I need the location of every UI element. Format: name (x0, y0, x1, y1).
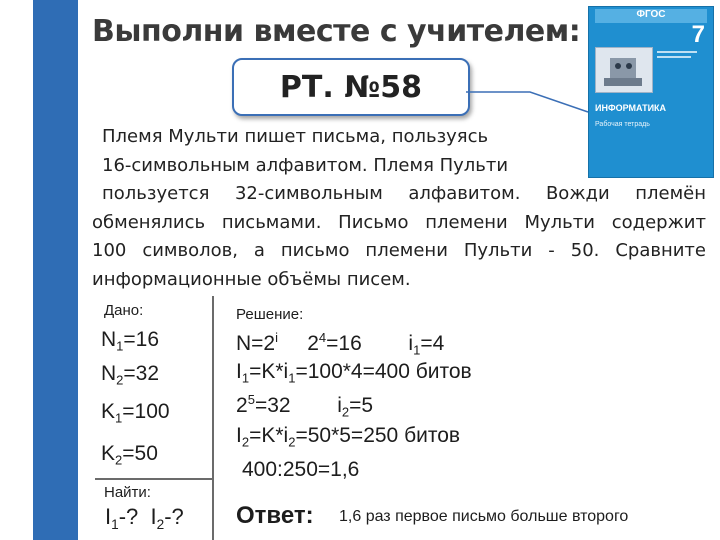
problem-line: Племя Мульти пишет письма, пользуясь (102, 126, 489, 147)
task-reference-box (232, 58, 470, 116)
callout-connector-line (466, 86, 590, 116)
problem-line: информационные объёмы писем. (92, 268, 411, 290)
given-label: Дано: (104, 302, 144, 319)
problem-line: 100 символов, а письмо племени Пульти - 50. Сравните (92, 240, 706, 261)
cover-workbook-label: Рабочая тетрадь (595, 121, 650, 128)
task-reference-label: РТ. №58 (279, 69, 423, 105)
solution-line: $I_2=K*i_2=50*5=250$ битов (236, 424, 461, 450)
problem-line: обменялись письмами. Письмо племени Мульти содержит (92, 211, 706, 233)
given-divider-horizontal (95, 478, 213, 480)
given-item: $N_1=16$ (101, 328, 160, 354)
answer-label: Ответ: (236, 502, 314, 529)
problem-line: пользуется 32-символьным алфавитом. Вожди племён (102, 183, 706, 204)
given-item: $N_2=32$ (101, 362, 160, 388)
slide-title: Выполни вместе с учителем: (92, 14, 581, 49)
find-expression: $I_1-$? $I_2-$? (105, 504, 184, 532)
fgos-badge: ФГОС (595, 9, 707, 23)
given-divider-vertical (212, 296, 214, 540)
cover-subject-title: ИНФОРМАТИКА (595, 103, 667, 113)
solution-line: $N=2^i$ $2^4=16$ $i_1=4$ (236, 330, 445, 358)
grade-number: 7 (691, 21, 705, 48)
given-item: $K_2=50$ (101, 442, 158, 468)
solution-line: $2^5=32$ $i_2=5$ (236, 392, 374, 420)
find-label: Найти: (104, 484, 151, 501)
given-item: $K_1=100$ (101, 400, 170, 426)
solution-line: $I_1=K*i_1=100*4=400$ битов (236, 360, 472, 386)
solution-line: 400:250=1,6 (242, 458, 360, 481)
left-accent-bar (33, 0, 78, 540)
answer-text: 1,6 раз первое письмо больше второго (339, 508, 629, 525)
cover-robot-picture (595, 47, 653, 93)
problem-line: 16-символьным алфавитом. Племя Пульти (102, 154, 509, 176)
problem-text (92, 123, 706, 294)
cover-authors (657, 51, 697, 58)
solution-label: Решение: (236, 306, 304, 323)
